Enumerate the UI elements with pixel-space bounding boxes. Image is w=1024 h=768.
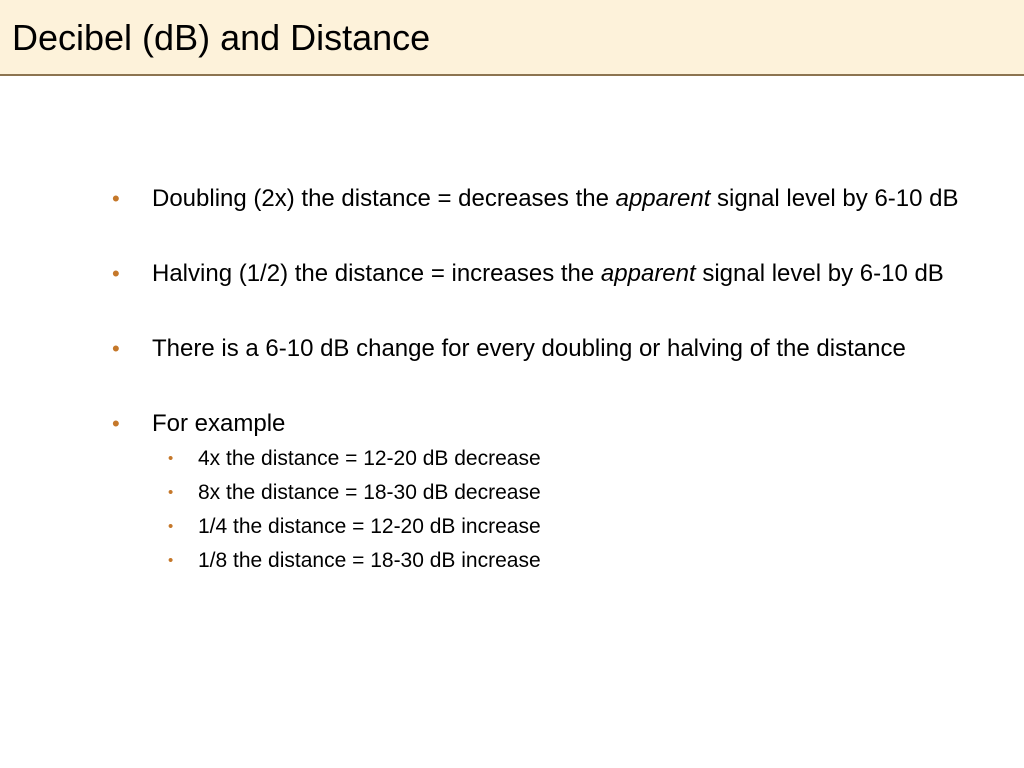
bullet-marker-icon: •	[112, 336, 120, 361]
bullet-text: There is a 6-10 dB change for every doubling or halving of the distance	[152, 335, 906, 362]
sub-bullet-text: 1/4 the distance = 12-20 dB increase	[198, 515, 541, 538]
sub-bullet-item	[152, 510, 982, 544]
bullet-list	[112, 183, 982, 578]
sub-bullet-text: 4x the distance = 12-20 dB decrease	[198, 447, 541, 470]
bullet-item	[112, 408, 982, 578]
bullet-text-end: signal level by 6-10 dB	[695, 260, 944, 287]
bullet-item	[112, 258, 982, 289]
bullet-emphasis: apparent	[600, 260, 696, 287]
sub-bullet-marker-icon: •	[168, 518, 174, 535]
sub-bullet-item	[152, 442, 982, 476]
bullet-text: For example	[152, 410, 286, 437]
sub-bullet-item	[152, 544, 982, 578]
sub-bullet-marker-icon: •	[168, 484, 174, 501]
bullet-text: Halving (1/2) the distance = increases the	[152, 260, 601, 287]
bullet-text: Doubling (2x) the distance = decreases the	[152, 185, 616, 212]
title-bar	[0, 0, 1024, 76]
bullet-item	[112, 333, 982, 364]
bullet-emphasis: apparent	[615, 185, 711, 212]
sub-bullet-item	[152, 476, 982, 510]
sub-bullet-marker-icon: •	[168, 552, 174, 569]
slide-title: Decibel (dB) and Distance	[12, 17, 431, 58]
bullet-marker-icon: •	[112, 261, 120, 286]
bullet-marker-icon: •	[112, 411, 120, 436]
bullet-marker-icon: •	[112, 186, 120, 211]
bullet-text-end: signal level by 6-10 dB	[710, 185, 959, 212]
sub-bullet-list	[152, 442, 982, 578]
bullet-item	[112, 183, 982, 214]
sub-bullet-text: 1/8 the distance = 18-30 dB increase	[198, 549, 541, 572]
sub-bullet-text: 8x the distance = 18-30 dB decrease	[198, 481, 541, 504]
sub-bullet-marker-icon: •	[168, 450, 174, 467]
